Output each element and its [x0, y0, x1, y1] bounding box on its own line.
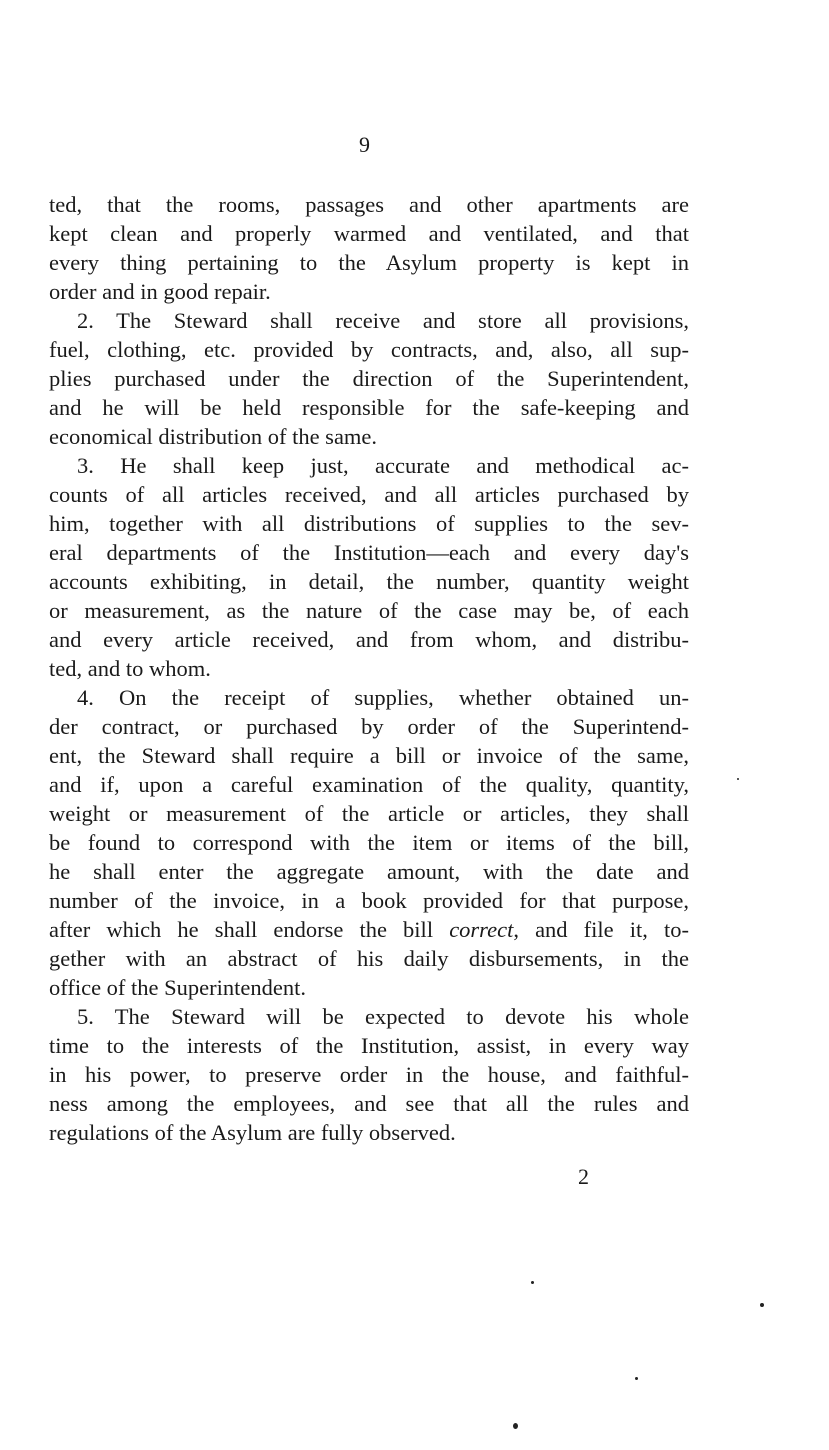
- text-line: every thing pertaining to the Asylum property is kept in: [49, 250, 689, 275]
- signature-mark: 2: [578, 1164, 589, 1189]
- text-line: eral departments of the Institution—each and every day's: [49, 540, 689, 565]
- text-line: economical distribution of the same.: [49, 424, 378, 449]
- text-line: he shall enter the aggregate amount, with the date and: [49, 859, 689, 884]
- text-line: order and in good repair.: [49, 279, 271, 304]
- text-line: der contract, or purchased by order of the Superintend-: [49, 714, 689, 739]
- print-speck: [737, 778, 739, 780]
- text-line: regulations of the Asylum are fully observed.: [49, 1120, 456, 1145]
- text-line: 4. On the receipt of supplies, whether obtained un-: [77, 685, 689, 710]
- text-line: 3. He shall keep just, accurate and methodical ac-: [77, 453, 689, 478]
- text-line: time to the interests of the Institution, assist, in every way: [49, 1033, 689, 1058]
- emphasis-correct: correct: [449, 917, 514, 942]
- text-line: and he will be held responsible for the safe-keeping and: [49, 395, 689, 420]
- text-line: office of the Superintendent.: [49, 975, 307, 1000]
- text-line: ted, that the rooms, passages and other apartments are: [49, 192, 689, 217]
- text-line: be found to correspond with the item or items of the bill,: [49, 830, 689, 855]
- text-line: kept clean and properly warmed and ventilated, and that: [49, 221, 689, 246]
- text-line: him, together with all distributions of supplies to the sev-: [49, 511, 689, 536]
- text-line: gether with an abstract of his daily disbursements, in the: [49, 946, 689, 971]
- text-line: in his power, to preserve order in the house, and faithful-: [49, 1062, 689, 1087]
- text-line: fuel, clothing, etc. provided by contracts, and, also, all sup-: [49, 337, 689, 362]
- text-line: ent, the Steward shall require a bill or invoice of the same,: [49, 743, 689, 768]
- text-line: after which he shall endorse the bill correct, and file it, to-: [49, 917, 689, 942]
- page-number: 9: [359, 132, 370, 157]
- text-line: number of the invoice, in a book provided for that purpose,: [49, 888, 689, 913]
- text-line: 2. The Steward shall receive and store all provisions,: [77, 308, 689, 333]
- text-line: ted, and to whom.: [49, 656, 211, 681]
- text-line: ness among the employees, and see that all the rules and: [49, 1091, 689, 1116]
- text-line: and if, upon a careful examination of the quality, quantity,: [49, 772, 689, 797]
- body-text: [49, 190, 689, 1147]
- print-speck: [760, 1303, 764, 1307]
- text-line: counts of all articles received, and all articles purchased by: [49, 482, 689, 507]
- text-line: or measurement, as the nature of the case may be, of each: [49, 598, 689, 623]
- print-speck: [635, 1377, 638, 1380]
- text-line: 5. The Steward will be expected to devote his whole: [77, 1004, 689, 1029]
- print-speck: [531, 1281, 534, 1284]
- text-line: plies purchased under the direction of the Superintendent,: [49, 366, 689, 391]
- text-line: and every article received, and from whom, and distribu-: [49, 627, 689, 652]
- text-line: accounts exhibiting, in detail, the number, quantity weight: [49, 569, 689, 594]
- text-line: weight or measurement of the article or articles, they shall: [49, 801, 689, 826]
- print-speck: [513, 1423, 518, 1429]
